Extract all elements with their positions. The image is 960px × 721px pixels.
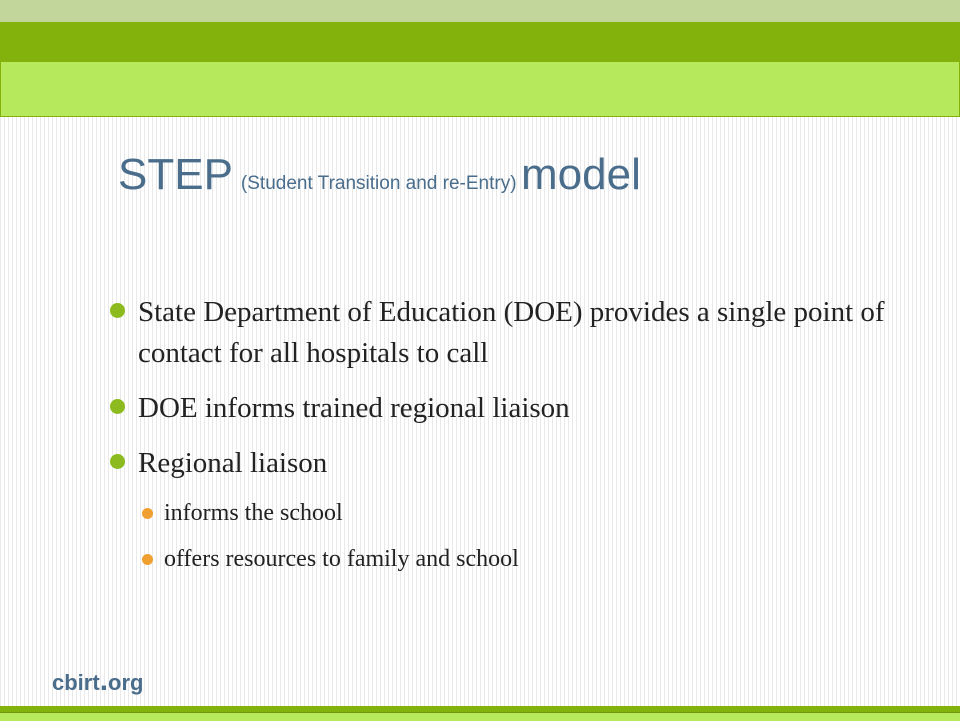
logo-name: cbirt	[52, 670, 100, 695]
title-tail: model	[521, 150, 641, 199]
logo-dot: .	[99, 664, 109, 697]
top-band-lime	[0, 62, 960, 117]
orange-bullet-icon	[142, 508, 153, 519]
logo-suffix: org	[108, 670, 144, 695]
orange-bullet-icon	[142, 554, 153, 565]
top-band-light	[0, 0, 960, 22]
slide-title	[118, 150, 898, 200]
top-band-dark	[0, 22, 960, 62]
title-subtitle: (Student Transition and re-Entry)	[240, 173, 517, 194]
bullet-text: State Department of Education (DOE) provides a single point of contact for all hospitals to call	[138, 296, 885, 369]
green-bullet-icon	[110, 303, 125, 318]
sub-bullet-text: offers resources to family and school	[164, 546, 519, 572]
sub-bullet-item	[138, 536, 918, 582]
bullet-list	[108, 292, 918, 596]
bullet-text: Regional liaison	[138, 447, 328, 479]
bullet-text: DOE informs trained regional liaison	[138, 392, 570, 424]
bullet-item	[108, 388, 918, 429]
title-main: STEP	[118, 150, 233, 199]
bullet-item	[108, 443, 918, 582]
green-bullet-icon	[110, 399, 125, 414]
cbirt-logo	[52, 664, 143, 698]
bullet-item	[108, 292, 918, 374]
green-bullet-icon	[110, 454, 125, 469]
sub-bullet-list	[138, 490, 918, 582]
sub-bullet-text: informs the school	[164, 500, 343, 526]
sub-bullet-item	[138, 490, 918, 536]
